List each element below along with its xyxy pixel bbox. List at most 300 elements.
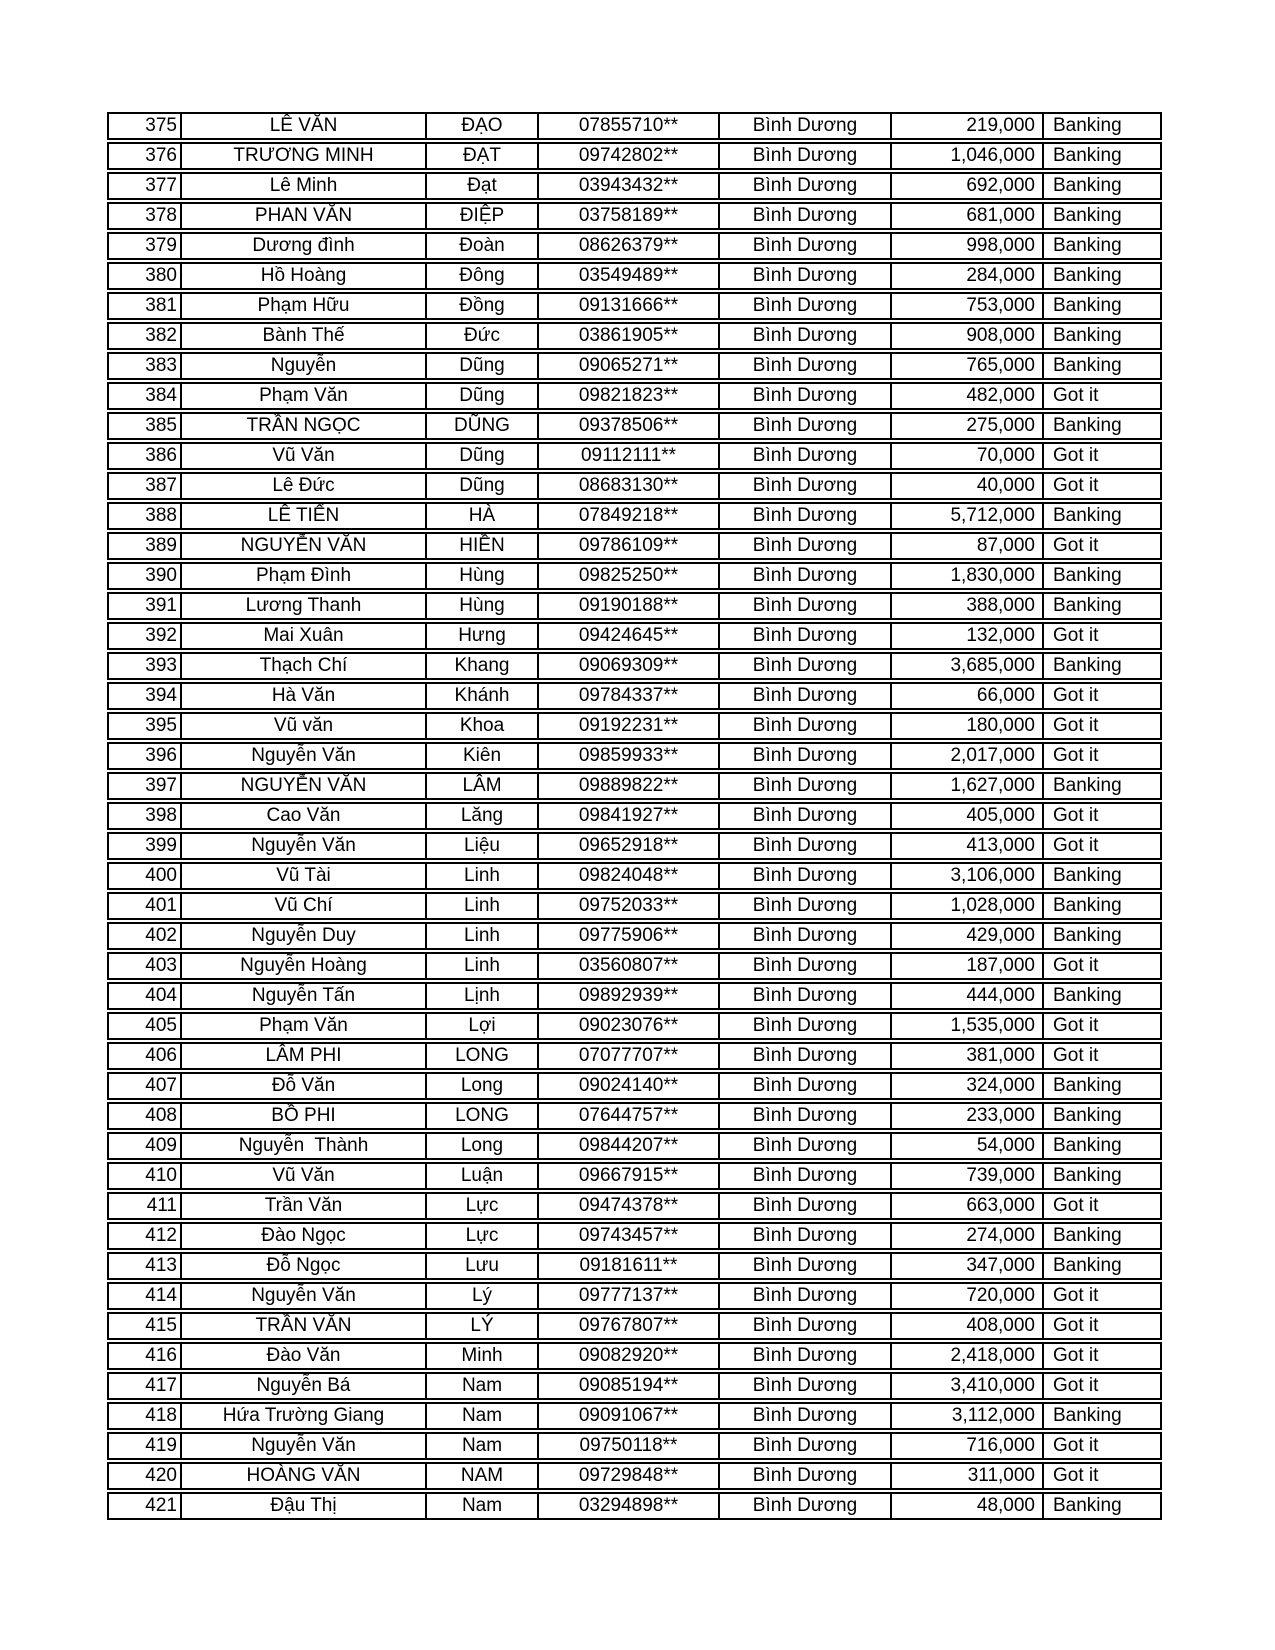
payment-status-cell: Banking xyxy=(1042,654,1160,678)
phone-masked-cell: 09743457** xyxy=(537,1224,718,1248)
amount-cell: 3,410,000 xyxy=(890,1374,1042,1398)
first-name-cell: Nguyễn Hoàng xyxy=(180,954,425,978)
payment-status-cell: Got it xyxy=(1042,1434,1160,1458)
row-number-cell: 377 xyxy=(145,175,177,196)
row-number-cell: 395 xyxy=(145,715,177,736)
last-name-cell: LÝ xyxy=(425,1314,537,1338)
last-name-cell: Linh xyxy=(425,864,537,888)
province-cell: Bình Dương xyxy=(718,384,890,408)
row-number-cell: 409 xyxy=(145,1135,177,1156)
province-cell: Bình Dương xyxy=(718,1344,890,1368)
first-name-cell: Nguyễn Tấn xyxy=(180,984,425,1008)
first-name-cell: Nguyễn Văn xyxy=(180,744,425,768)
table-row xyxy=(107,982,1162,1010)
table-row xyxy=(107,952,1162,980)
province-cell: Bình Dương xyxy=(718,1044,890,1068)
row-number-cell: 379 xyxy=(145,235,177,256)
last-name-cell: Lý xyxy=(425,1284,537,1308)
payment-status-cell: Got it xyxy=(1042,1374,1160,1398)
recipients-table xyxy=(107,112,1162,1522)
row-number-cell: 401 xyxy=(145,895,177,916)
province-cell: Bình Dương xyxy=(718,294,890,318)
first-name-cell: Cao Văn xyxy=(180,804,425,828)
province-cell: Bình Dương xyxy=(718,264,890,288)
province-cell: Bình Dương xyxy=(718,594,890,618)
row-number-cell: 375 xyxy=(145,115,177,136)
payment-status-cell: Got it xyxy=(1042,444,1160,468)
first-name-cell: TRƯƠNG MINH xyxy=(180,144,425,168)
phone-masked-cell: 03560807** xyxy=(537,954,718,978)
table-row xyxy=(107,1372,1162,1400)
table-row xyxy=(107,532,1162,560)
last-name-cell: HÀ xyxy=(425,504,537,528)
last-name-cell: LONG xyxy=(425,1104,537,1128)
province-cell: Bình Dương xyxy=(718,414,890,438)
table-row xyxy=(107,172,1162,200)
payment-status-cell: Banking xyxy=(1042,1224,1160,1248)
table-row xyxy=(107,1222,1162,1250)
amount-cell: 187,000 xyxy=(890,954,1042,978)
table-row xyxy=(107,562,1162,590)
row-number-cell: 404 xyxy=(145,985,177,1006)
phone-masked-cell: 07849218** xyxy=(537,504,718,528)
table-row xyxy=(107,892,1162,920)
amount-cell: 311,000 xyxy=(890,1464,1042,1488)
province-cell: Bình Dương xyxy=(718,1164,890,1188)
row-number-cell: 388 xyxy=(145,505,177,526)
first-name-cell: TRẦN NGỌC xyxy=(180,414,425,438)
row-number-cell: 412 xyxy=(145,1225,177,1246)
payment-status-cell: Got it xyxy=(1042,1464,1160,1488)
last-name-cell: Dũng xyxy=(425,474,537,498)
table-row xyxy=(107,682,1162,710)
phone-masked-cell: 09750118** xyxy=(537,1434,718,1458)
amount-cell: 132,000 xyxy=(890,624,1042,648)
phone-masked-cell: 07077707** xyxy=(537,1044,718,1068)
first-name-cell: LÊ VĂN xyxy=(180,114,425,138)
phone-masked-cell: 09181611** xyxy=(537,1254,718,1278)
table-row xyxy=(107,802,1162,830)
amount-cell: 324,000 xyxy=(890,1074,1042,1098)
province-cell: Bình Dương xyxy=(718,1374,890,1398)
amount-cell: 716,000 xyxy=(890,1434,1042,1458)
payment-status-cell: Got it xyxy=(1042,684,1160,708)
row-number-cell: 392 xyxy=(145,625,177,646)
province-cell: Bình Dương xyxy=(718,234,890,258)
amount-cell: 720,000 xyxy=(890,1284,1042,1308)
payment-status-cell: Banking xyxy=(1042,924,1160,948)
last-name-cell: Lực xyxy=(425,1194,537,1218)
row-number-cell: 384 xyxy=(145,385,177,406)
amount-cell: 1,627,000 xyxy=(890,774,1042,798)
amount-cell: 444,000 xyxy=(890,984,1042,1008)
table-row xyxy=(107,1012,1162,1040)
first-name-cell: Vũ Tài xyxy=(180,864,425,888)
last-name-cell: Đạt xyxy=(425,174,537,198)
row-number-cell: 411 xyxy=(146,1195,177,1216)
province-cell: Bình Dương xyxy=(718,474,890,498)
payment-status-cell: Banking xyxy=(1042,204,1160,228)
payment-status-cell: Banking xyxy=(1042,354,1160,378)
payment-status-cell: Got it xyxy=(1042,1344,1160,1368)
row-number-cell: 382 xyxy=(145,325,177,346)
last-name-cell: Đức xyxy=(425,324,537,348)
last-name-cell: LÂM xyxy=(425,774,537,798)
row-number-cell: 416 xyxy=(145,1345,177,1366)
row-number-cell: 407 xyxy=(145,1075,177,1096)
row-number-cell: 402 xyxy=(145,925,177,946)
province-cell: Bình Dương xyxy=(718,1134,890,1158)
last-name-cell: Liệu xyxy=(425,834,537,858)
row-number-cell: 415 xyxy=(145,1315,177,1336)
last-name-cell: Nam xyxy=(425,1434,537,1458)
amount-cell: 70,000 xyxy=(890,444,1042,468)
payment-status-cell: Got it xyxy=(1042,744,1160,768)
amount-cell: 692,000 xyxy=(890,174,1042,198)
last-name-cell: Hùng xyxy=(425,594,537,618)
first-name-cell: NGUYỄN VĂN xyxy=(180,774,425,798)
province-cell: Bình Dương xyxy=(718,804,890,828)
payment-status-cell: Got it xyxy=(1042,804,1160,828)
province-cell: Bình Dương xyxy=(718,684,890,708)
last-name-cell: Dũng xyxy=(425,384,537,408)
table-row xyxy=(107,412,1162,440)
row-number-cell: 387 xyxy=(145,475,177,496)
table-row xyxy=(107,1042,1162,1070)
phone-masked-cell: 07644757** xyxy=(537,1104,718,1128)
amount-cell: 5,712,000 xyxy=(890,504,1042,528)
province-cell: Bình Dương xyxy=(718,1494,890,1518)
row-number-cell: 410 xyxy=(145,1165,177,1186)
last-name-cell: HIỀN xyxy=(425,534,537,558)
province-cell: Bình Dương xyxy=(718,654,890,678)
row-number-cell: 413 xyxy=(145,1255,177,1276)
first-name-cell: Bành Thế xyxy=(180,324,425,348)
phone-masked-cell: 03294898** xyxy=(537,1494,718,1518)
amount-cell: 1,028,000 xyxy=(890,894,1042,918)
payment-status-cell: Banking xyxy=(1042,774,1160,798)
province-cell: Bình Dương xyxy=(718,954,890,978)
row-number-cell: 385 xyxy=(145,415,177,436)
last-name-cell: ĐẠO xyxy=(425,114,537,138)
last-name-cell: Đồng xyxy=(425,294,537,318)
phone-masked-cell: 09844207** xyxy=(537,1134,718,1158)
province-cell: Bình Dương xyxy=(718,894,890,918)
phone-masked-cell: 09859933** xyxy=(537,744,718,768)
amount-cell: 54,000 xyxy=(890,1134,1042,1158)
table-row xyxy=(107,232,1162,260)
table-row xyxy=(107,352,1162,380)
amount-cell: 87,000 xyxy=(890,534,1042,558)
province-cell: Bình Dương xyxy=(718,354,890,378)
province-cell: Bình Dương xyxy=(718,744,890,768)
phone-masked-cell: 09474378** xyxy=(537,1194,718,1218)
last-name-cell: Lưu xyxy=(425,1254,537,1278)
first-name-cell: Nguyễn Duy xyxy=(180,924,425,948)
table-row xyxy=(107,1432,1162,1460)
amount-cell: 482,000 xyxy=(890,384,1042,408)
last-name-cell: Nam xyxy=(425,1374,537,1398)
amount-cell: 681,000 xyxy=(890,204,1042,228)
first-name-cell: LÂM PHI xyxy=(180,1044,425,1068)
first-name-cell: Đào Ngọc xyxy=(180,1224,425,1248)
phone-masked-cell: 09777137** xyxy=(537,1284,718,1308)
phone-masked-cell: 09424645** xyxy=(537,624,718,648)
phone-masked-cell: 09024140** xyxy=(537,1074,718,1098)
table-row xyxy=(107,1492,1162,1520)
payment-status-cell: Got it xyxy=(1042,384,1160,408)
phone-masked-cell: 03549489** xyxy=(537,264,718,288)
table-row xyxy=(107,262,1162,290)
payment-status-cell: Banking xyxy=(1042,894,1160,918)
phone-masked-cell: 09821823** xyxy=(537,384,718,408)
first-name-cell: Dương đình xyxy=(180,234,425,258)
province-cell: Bình Dương xyxy=(718,624,890,648)
amount-cell: 405,000 xyxy=(890,804,1042,828)
phone-masked-cell: 03758189** xyxy=(537,204,718,228)
last-name-cell: Hùng xyxy=(425,564,537,588)
row-number-cell: 397 xyxy=(145,775,177,796)
phone-masked-cell: 03861905** xyxy=(537,324,718,348)
row-number-cell: 400 xyxy=(145,865,177,886)
province-cell: Bình Dương xyxy=(718,1074,890,1098)
last-name-cell: Long xyxy=(425,1074,537,1098)
province-cell: Bình Dương xyxy=(718,1194,890,1218)
row-number-cell: 389 xyxy=(145,535,177,556)
payment-status-cell: Banking xyxy=(1042,1404,1160,1428)
amount-cell: 388,000 xyxy=(890,594,1042,618)
payment-status-cell: Got it xyxy=(1042,1284,1160,1308)
phone-masked-cell: 09729848** xyxy=(537,1464,718,1488)
row-number-cell: 419 xyxy=(145,1435,177,1456)
table-row xyxy=(107,322,1162,350)
last-name-cell: Kiên xyxy=(425,744,537,768)
phone-masked-cell: 09065271** xyxy=(537,354,718,378)
province-cell: Bình Dương xyxy=(718,1464,890,1488)
province-cell: Bình Dương xyxy=(718,144,890,168)
last-name-cell: Linh xyxy=(425,894,537,918)
province-cell: Bình Dương xyxy=(718,714,890,738)
phone-masked-cell: 09023076** xyxy=(537,1014,718,1038)
row-number-cell: 405 xyxy=(145,1015,177,1036)
amount-cell: 753,000 xyxy=(890,294,1042,318)
province-cell: Bình Dương xyxy=(718,174,890,198)
last-name-cell: Đoàn xyxy=(425,234,537,258)
payment-status-cell: Banking xyxy=(1042,1164,1160,1188)
payment-status-cell: Banking xyxy=(1042,504,1160,528)
payment-status-cell: Got it xyxy=(1042,624,1160,648)
payment-status-cell: Got it xyxy=(1042,534,1160,558)
phone-masked-cell: 09131666** xyxy=(537,294,718,318)
phone-masked-cell: 03943432** xyxy=(537,174,718,198)
row-number-cell: 390 xyxy=(145,565,177,586)
first-name-cell: Phạm Đình xyxy=(180,564,425,588)
table-row xyxy=(107,202,1162,230)
first-name-cell: Đậu Thị xyxy=(180,1494,425,1518)
table-row xyxy=(107,502,1162,530)
phone-masked-cell: 09767807** xyxy=(537,1314,718,1338)
amount-cell: 219,000 xyxy=(890,114,1042,138)
row-number-cell: 383 xyxy=(145,355,177,376)
last-name-cell: Nam xyxy=(425,1494,537,1518)
last-name-cell: Dũng xyxy=(425,444,537,468)
amount-cell: 233,000 xyxy=(890,1104,1042,1128)
province-cell: Bình Dương xyxy=(718,834,890,858)
phone-masked-cell: 09784337** xyxy=(537,684,718,708)
amount-cell: 1,535,000 xyxy=(890,1014,1042,1038)
first-name-cell: Thạch Chí xyxy=(180,654,425,678)
phone-masked-cell: 09192231** xyxy=(537,714,718,738)
phone-masked-cell: 09190188** xyxy=(537,594,718,618)
first-name-cell: Trần Văn xyxy=(180,1194,425,1218)
amount-cell: 275,000 xyxy=(890,414,1042,438)
province-cell: Bình Dương xyxy=(718,444,890,468)
first-name-cell: Hồ Hoàng xyxy=(180,264,425,288)
first-name-cell: Vũ Chí xyxy=(180,894,425,918)
table-row xyxy=(107,712,1162,740)
payment-status-cell: Banking xyxy=(1042,864,1160,888)
province-cell: Bình Dương xyxy=(718,564,890,588)
row-number-cell: 391 xyxy=(145,595,177,616)
payment-status-cell: Banking xyxy=(1042,234,1160,258)
first-name-cell: NGUYỄN VĂN xyxy=(180,534,425,558)
province-cell: Bình Dương xyxy=(718,114,890,138)
table-row xyxy=(107,1162,1162,1190)
first-name-cell: Hà Văn xyxy=(180,684,425,708)
first-name-cell: Mai Xuân xyxy=(180,624,425,648)
first-name-cell: Phạm Văn xyxy=(180,1014,425,1038)
table-row xyxy=(107,1462,1162,1490)
phone-masked-cell: 09775906** xyxy=(537,924,718,948)
amount-cell: 40,000 xyxy=(890,474,1042,498)
first-name-cell: Đỗ Văn xyxy=(180,1074,425,1098)
amount-cell: 2,017,000 xyxy=(890,744,1042,768)
payment-status-cell: Banking xyxy=(1042,114,1160,138)
phone-masked-cell: 09378506** xyxy=(537,414,718,438)
last-name-cell: Lịnh xyxy=(425,984,537,1008)
payment-status-cell: Got it xyxy=(1042,1194,1160,1218)
payment-status-cell: Banking xyxy=(1042,1134,1160,1158)
table-row xyxy=(107,742,1162,770)
province-cell: Bình Dương xyxy=(718,324,890,348)
payment-status-cell: Got it xyxy=(1042,1044,1160,1068)
payment-status-cell: Got it xyxy=(1042,834,1160,858)
amount-cell: 413,000 xyxy=(890,834,1042,858)
row-number-cell: 394 xyxy=(145,685,177,706)
province-cell: Bình Dương xyxy=(718,1014,890,1038)
first-name-cell: Nguyễn Văn xyxy=(180,834,425,858)
first-name-cell: Phạm Văn xyxy=(180,384,425,408)
row-number-cell: 406 xyxy=(145,1045,177,1066)
table-row xyxy=(107,1192,1162,1220)
last-name-cell: DŨNG xyxy=(425,414,537,438)
province-cell: Bình Dương xyxy=(718,984,890,1008)
province-cell: Bình Dương xyxy=(718,534,890,558)
phone-masked-cell: 08683130** xyxy=(537,474,718,498)
province-cell: Bình Dương xyxy=(718,504,890,528)
first-name-cell: LÊ TIẾN xyxy=(180,504,425,528)
phone-masked-cell: 09841927** xyxy=(537,804,718,828)
amount-cell: 381,000 xyxy=(890,1044,1042,1068)
first-name-cell: Vũ văn xyxy=(180,714,425,738)
phone-masked-cell: 09752033** xyxy=(537,894,718,918)
table-row xyxy=(107,1312,1162,1340)
row-number-cell: 376 xyxy=(145,145,177,166)
payment-status-cell: Banking xyxy=(1042,1074,1160,1098)
table-row xyxy=(107,1342,1162,1370)
table-row xyxy=(107,112,1162,140)
last-name-cell: NAM xyxy=(425,1464,537,1488)
last-name-cell: Dũng xyxy=(425,354,537,378)
payment-status-cell: Banking xyxy=(1042,144,1160,168)
first-name-cell: Đào Văn xyxy=(180,1344,425,1368)
province-cell: Bình Dương xyxy=(718,1404,890,1428)
amount-cell: 2,418,000 xyxy=(890,1344,1042,1368)
last-name-cell: Lăng xyxy=(425,804,537,828)
phone-masked-cell: 09085194** xyxy=(537,1374,718,1398)
amount-cell: 765,000 xyxy=(890,354,1042,378)
table-row xyxy=(107,142,1162,170)
row-number-cell: 378 xyxy=(145,205,177,226)
province-cell: Bình Dương xyxy=(718,204,890,228)
amount-cell: 1,046,000 xyxy=(890,144,1042,168)
phone-masked-cell: 09069309** xyxy=(537,654,718,678)
province-cell: Bình Dương xyxy=(718,1434,890,1458)
row-number-cell: 417 xyxy=(145,1375,177,1396)
province-cell: Bình Dương xyxy=(718,1284,890,1308)
table-row xyxy=(107,292,1162,320)
last-name-cell: Nam xyxy=(425,1404,537,1428)
phone-masked-cell: 09112111** xyxy=(537,444,718,468)
payment-status-cell: Banking xyxy=(1042,564,1160,588)
phone-masked-cell: 09889822** xyxy=(537,774,718,798)
phone-masked-cell: 07855710** xyxy=(537,114,718,138)
table-row xyxy=(107,832,1162,860)
row-number-cell: 393 xyxy=(145,655,177,676)
first-name-cell: BỒ PHI xyxy=(180,1104,425,1128)
first-name-cell: Nguyễn Văn xyxy=(180,1284,425,1308)
amount-cell: 48,000 xyxy=(890,1494,1042,1518)
amount-cell: 284,000 xyxy=(890,264,1042,288)
row-number-cell: 420 xyxy=(145,1465,177,1486)
first-name-cell: Đỗ Ngọc xyxy=(180,1254,425,1278)
payment-status-cell: Got it xyxy=(1042,954,1160,978)
amount-cell: 1,830,000 xyxy=(890,564,1042,588)
first-name-cell: HOÀNG VĂN xyxy=(180,1464,425,1488)
row-number-cell: 399 xyxy=(145,835,177,856)
phone-masked-cell: 09786109** xyxy=(537,534,718,558)
payment-status-cell: Banking xyxy=(1042,324,1160,348)
amount-cell: 3,685,000 xyxy=(890,654,1042,678)
table-row xyxy=(107,472,1162,500)
table-row xyxy=(107,1402,1162,1430)
province-cell: Bình Dương xyxy=(718,774,890,798)
amount-cell: 998,000 xyxy=(890,234,1042,258)
last-name-cell: Minh xyxy=(425,1344,537,1368)
first-name-cell: TRẦN VĂN xyxy=(180,1314,425,1338)
phone-masked-cell: 09824048** xyxy=(537,864,718,888)
phone-masked-cell: 09892939** xyxy=(537,984,718,1008)
last-name-cell: LONG xyxy=(425,1044,537,1068)
phone-masked-cell: 09082920** xyxy=(537,1344,718,1368)
amount-cell: 663,000 xyxy=(890,1194,1042,1218)
amount-cell: 66,000 xyxy=(890,684,1042,708)
amount-cell: 180,000 xyxy=(890,714,1042,738)
province-cell: Bình Dương xyxy=(718,1104,890,1128)
amount-cell: 347,000 xyxy=(890,1254,1042,1278)
last-name-cell: ĐIỆP xyxy=(425,204,537,228)
first-name-cell: Nguyễn Thành xyxy=(180,1134,425,1158)
